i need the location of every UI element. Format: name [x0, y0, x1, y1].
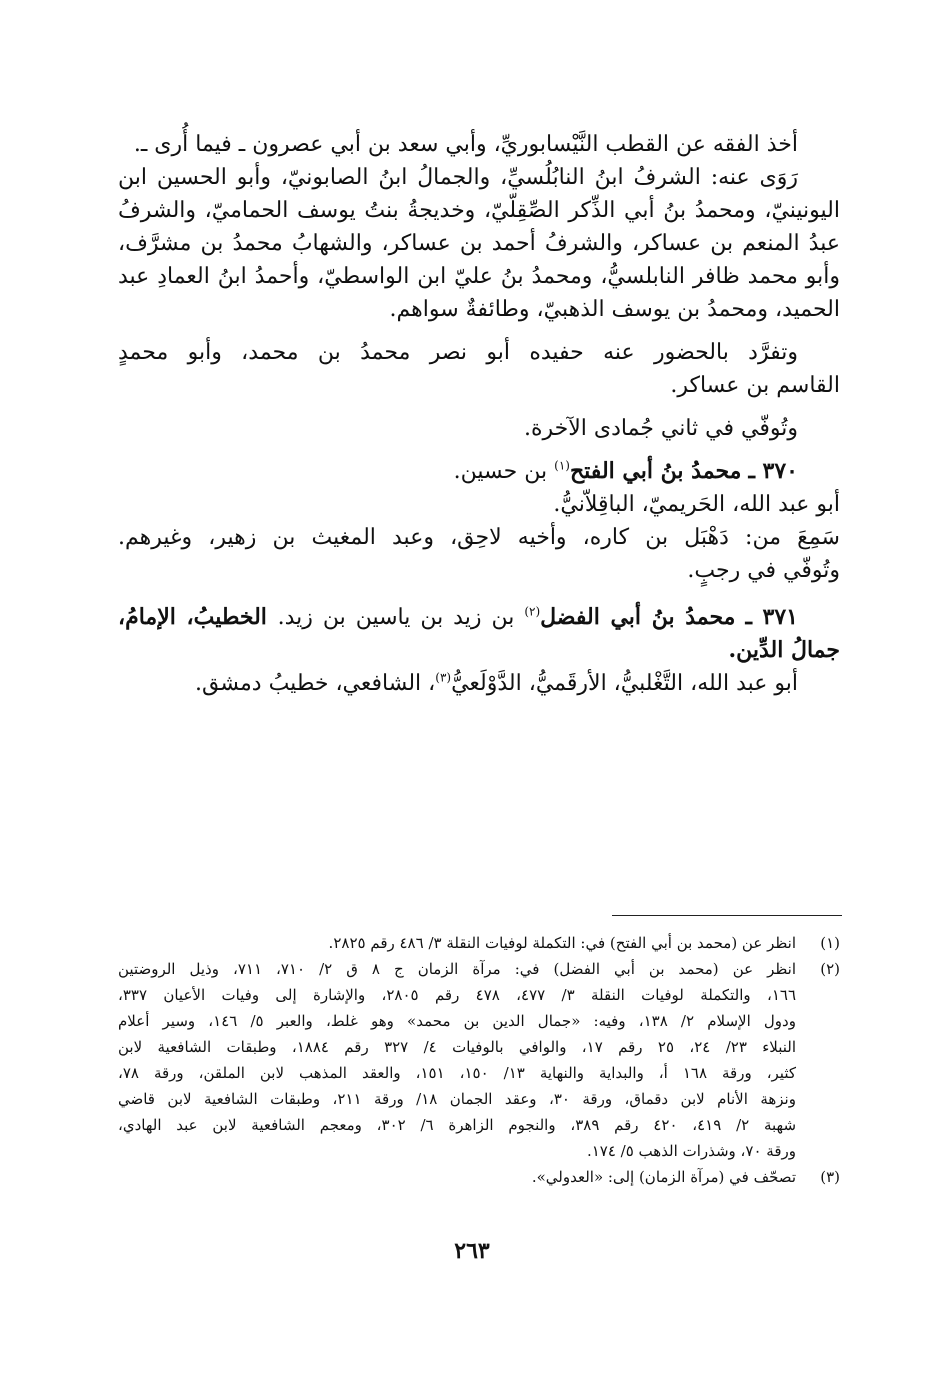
footnote-1 — [118, 930, 840, 956]
footnote-line: انظر عن (محمد بن أبي الفتح) في: التكملة لوفيات النقلة ٣/ ٤٨٦ رقم ٢٨٢٥. — [328, 934, 796, 952]
footnote-number: (١) — [820, 934, 840, 952]
footnote-line: النبلاء ٢٣/ ٢٤، ٢٥ رقم ١٧، والوافي بالوفيات ٤/ ٣٢٧ رقم ١٨٨٤، وطبقات الشافعية لابن — [118, 1038, 797, 1056]
entry-name: محمدُ بنُ أبي الفتح — [569, 458, 742, 484]
text-line: وأبو محمد ظافر النابلسيُّ، ومحمدُ بنُ عليّ ابن الواسطيّ، وأحمدُ ابنُ العمادِ عبد — [118, 264, 840, 289]
footnotes — [118, 930, 840, 1190]
paragraph-narrators — [118, 161, 840, 326]
page-number: ٢٦٣ — [454, 1238, 490, 1264]
nisba-text: أبو عبد الله، التَّغْلبيُّ، الأرقَميُّ، الدَّوْلَعيُّ — [451, 671, 798, 696]
entry-name-rest: بن حسين. — [453, 459, 555, 484]
entry-371-nisba — [118, 667, 840, 700]
footnote-line: انظر عن (محمد بن أبي الفضل) في: مرآة الزمان ج ٨ ق ٢/ ٧١٠، ٧١١، وذيل الروضتين — [118, 960, 797, 978]
footnote-line: ونزهة الأنام لابن دقماق، ورقة ٣٠، وعقد الجمان ١٨/ ورقة ٢١١، وطبقات الشافعية لابن قاضي — [118, 1090, 796, 1108]
entry-371-heading — [118, 601, 840, 634]
footnote-ref: (١) — [554, 458, 570, 473]
entry-name: محمدُ بنُ أبي الفضل — [540, 604, 736, 630]
footnote-number: (٢) — [820, 960, 840, 978]
entry-370-heard: سَمِعَ من: دَهْبَل بن كاره، وأخيه لاحِق، وعبد المغيث بن زهير، وغيرهم. — [118, 525, 840, 550]
footnote-ref: (٢) — [524, 604, 541, 619]
entry-370-kunya: أبو عبد الله، الحَريميّ، الباقِلاّنيُّ. — [553, 492, 840, 517]
paragraph-death-date: وتُوفّي في ثاني جُمادى الآخرة. — [523, 416, 798, 441]
footnote-line: كثير، ورقة ١٦٨ أ، والبداية والنهاية ١٣/ ١٥٠، ١٥١، والعقد المذهب لابن الملقن، ورقة ٧٨، — [118, 1064, 797, 1082]
footnote-separator — [612, 915, 842, 916]
text-line: عبدُ المنعم بن عساكر، والشرفُ أحمد بن عساكر، والشهابُ محمدُ بن مشرَّف، — [118, 231, 840, 256]
text-line: رَوَى عنه: الشرفُ ابنُ النابُلُسيِّ، والجمالُ ابنُ الصابونيّ، وأبو الحسين ابن — [118, 165, 798, 190]
text-line: الحميد، ومحمدُ بن يوسف الذهبيّ، وطائفةٌ سواهم. — [389, 297, 840, 322]
entry-370-death: وتُوفّي في رجبٍ. — [687, 558, 840, 583]
footnote-3 — [118, 1164, 840, 1190]
paragraph-fiqh: أخذ الفقه عن القطب النَّيْسابوريِّ، وأبي سعد بن أبي عصرون ـ فيما أُرى ـ. — [133, 132, 798, 157]
nisba-text-rest: ، الشافعي، خطيبُ دمشق. — [195, 671, 436, 696]
text-line: وتفرَّد بالحضور عنه حفيده أبو نصر محمدُ بن محمد، وأبو محمدٍ — [118, 340, 798, 365]
text-line: القاسم بن عساكر. — [670, 373, 840, 398]
footnote-line: شهبة ٢/ ٤١٩، ٤٢٠ رقم ٣٨٩، والنجوم الزاهرة ٦/ ٣٠٢، ومعجم الشافعية لابن عبد الهادي، — [118, 1116, 797, 1134]
footnote-line: ورقة ٧٠، وشذرات الذهب ٥/ ١٧٤. — [586, 1142, 796, 1160]
footnote-2 — [118, 956, 840, 1164]
entry-371-titles-cont: جمالُ الدِّين. — [728, 637, 840, 663]
footnote-number: (٣) — [820, 1168, 840, 1186]
footnote-ref: (٣) — [435, 670, 452, 685]
entry-titles: الخطيبُ، الإمامُ، — [118, 604, 278, 630]
footnote-line: ودول الإسلام ٢/ ١٣٨، وفيه: «جمال الدين بن محمد» وهو غلط، والعبر ٥/ ١٤٦، وسير أعلام — [118, 1012, 796, 1030]
paragraph-unique-hearing — [118, 336, 840, 402]
main-text — [118, 128, 840, 700]
entry-number: ٣٧٠ ـ — [748, 458, 798, 484]
text-line: اليونينيّ، ومحمدُ بنُ أبي الذِّكر الصِّقِلّيّ، وخديجةُ بنتُ يوسف الحماميّ، والشرفُ — [118, 198, 840, 223]
footnote-line: تصحّف في (مرآة الزمان) إلى: «العدولي». — [531, 1168, 796, 1186]
entry-370-heading — [118, 455, 840, 488]
footnote-line: ١٦٦، والتكملة لوفيات النقلة ٣/ ٤٧٧، ٤٧٨ رقم ٢٨٠٥، والإشارة إلى وفيات الأعيان ٣٣٧، — [118, 986, 797, 1004]
entry-number: ٣٧١ ـ — [745, 604, 798, 630]
entry-name-rest: بن زيد بن ياسين بن زيد. — [277, 605, 525, 630]
